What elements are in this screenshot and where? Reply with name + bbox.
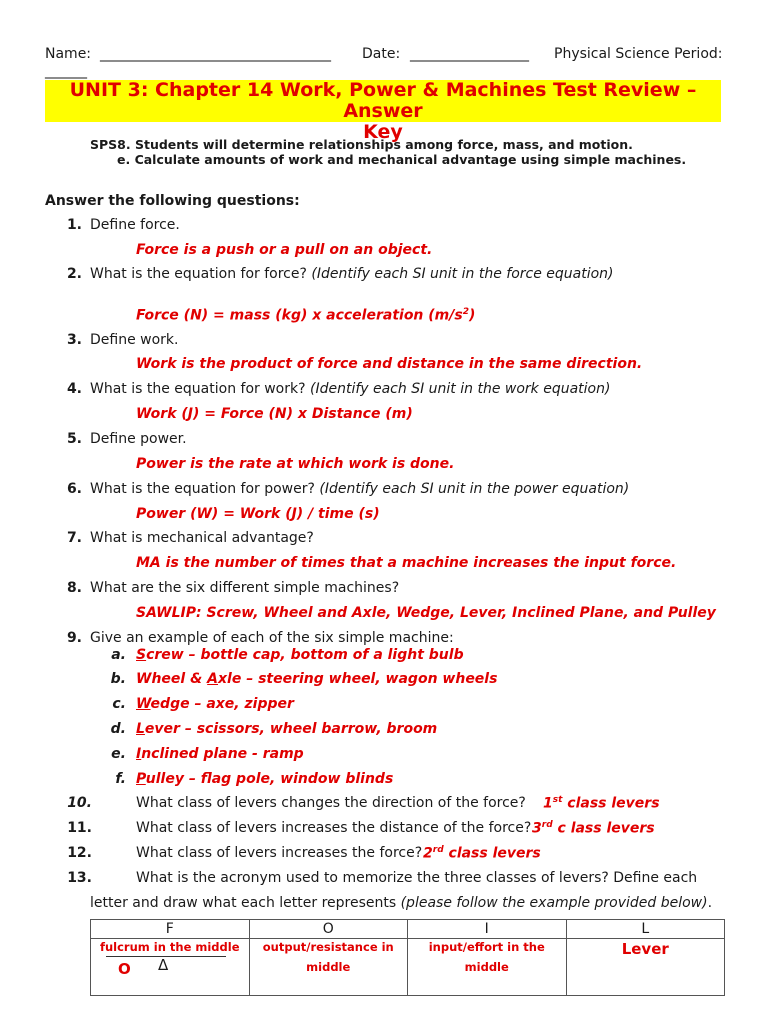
example-answer: Inclined plane - ramp [136,746,304,762]
fol-cell-o [249,939,408,996]
fulcrum-triangle-icon: Δ [158,956,169,974]
example-answer: Wedge – axe, zipper [136,696,294,712]
standard-line-2: e. Calculate amounts of work and mechanical advantage using simple machines. [117,152,687,167]
question-number: 11. [67,820,92,836]
answer-text: Power is the rate at which work is done. [136,456,455,472]
question-number: 1. [66,217,82,233]
answer-text: Work is the product of force and distance in the same direction. [136,356,643,372]
question-text: What are the six different simple machines? [90,580,400,596]
date-label: Date: [362,46,401,62]
question-text: What class of levers changes the direction of the force? [136,795,526,811]
question-number: 2. [66,266,82,282]
question-number: 12. [67,845,92,861]
question-text: What is mechanical advantage? [90,530,314,546]
question-text: Define work. [90,332,179,348]
example-letter: f. [115,771,126,787]
question-number: 4. [66,381,82,397]
question-number: 13. [67,870,92,886]
fol-header-f: F [91,920,250,939]
question-text: What class of levers increases the force? [136,845,423,861]
title-line-1: UNIT 3: Chapter 14 Work, Power & Machines Test Review – Answer [69,79,697,122]
question-text: What class of levers increases the distance of the force? [136,820,532,836]
fol-i-text-2: middle [464,960,509,974]
answer-text: Force (N) = mass (kg) x acceleration $(m/s^2)$ [136,307,476,324]
example-answer: Pulley – flag pole, window blinds [136,771,394,787]
answer-text: Work (J) = Force (N) x Distance (m) [136,406,413,422]
example-letter: e. [111,746,126,762]
answer-text: Power (W) = Work (J) / time (s) [136,506,380,522]
fol-header-l: L [566,920,725,939]
question-text-continued: letter and draw what each letter represents (please follow the example provided below). [90,895,713,911]
title-line-2: Key [363,121,403,143]
fol-o-text-2: middle [306,960,351,974]
question-number: 10. [67,795,92,811]
fol-l-text: Lever [621,940,669,958]
fol-header-o: O [249,920,408,939]
answer-text: MA is the number of times that a machine increases the input force. [136,555,677,571]
question-number: 3. [66,332,82,348]
question-number: 7. [66,530,82,546]
answer-text: Force is a push or a pull on an object. [136,242,433,258]
example-answer: Wheel & Axle – steering wheel, wagon wheels [136,671,498,687]
fol-o-text-1: output/resistance in [262,940,394,954]
answer-text: 2rd class levers [423,845,541,862]
question-number: 5. [66,431,82,447]
question-text: Give an example of each of the six simple machine: [90,630,454,646]
date-blank[interactable]: _________________ [410,46,529,62]
page-title [45,80,721,143]
fol-cell-i [408,939,567,996]
question-text: What is the acronym used to memorize the three classes of levers? Define each [136,870,698,886]
fol-f-text: fulcrum in the middle [99,940,240,954]
answer-text: SAWLIP: Screw, Wheel and Axle, Wedge, Lever, Inclined Plane, and Pulley [136,605,716,621]
lever-output-o: O [118,960,131,978]
example-letter: c. [112,696,126,712]
name-label: Name: [45,46,92,62]
fol-cell-f [91,939,250,996]
example-answer: Lever – scissors, wheel barrow, broom [136,721,438,737]
example-letter: a. [111,647,126,663]
example-answer: Screw – bottle cap, bottom of a light bulb [136,647,464,663]
instructions: Answer the following questions: [45,193,300,209]
fol-cell-l [566,939,725,996]
question-text: Define force. [90,217,180,233]
example-letter: d. [110,721,126,737]
question-number: 9. [66,630,82,646]
question-text: What is the equation for power? (Identify each SI unit in the power equation) [90,481,630,497]
fol-table [90,919,725,996]
example-letter: b. [110,671,126,687]
question-text: What is the equation for work? (Identify each SI unit in the work equation) [90,381,611,397]
period-label: Physical Science Period: [554,46,723,62]
question-text: What is the equation for force? (Identify each SI unit in the force equation) [90,266,614,282]
answer-text: 3rd c lass levers [532,820,655,837]
fol-i-text-1: input/effort in the [428,940,545,954]
question-number: 6. [66,481,82,497]
question-number: 8. [66,580,82,596]
name-blank[interactable]: _________________________________ [100,46,331,62]
question-text: Define power. [90,431,187,447]
answer-text: 1st class levers [543,795,660,812]
standard-line-1: SPS8. Students will determine relationships among force, mass, and motion. [90,137,633,152]
fol-header-i: I [408,920,567,939]
period-blank[interactable]: ______ [45,63,87,79]
